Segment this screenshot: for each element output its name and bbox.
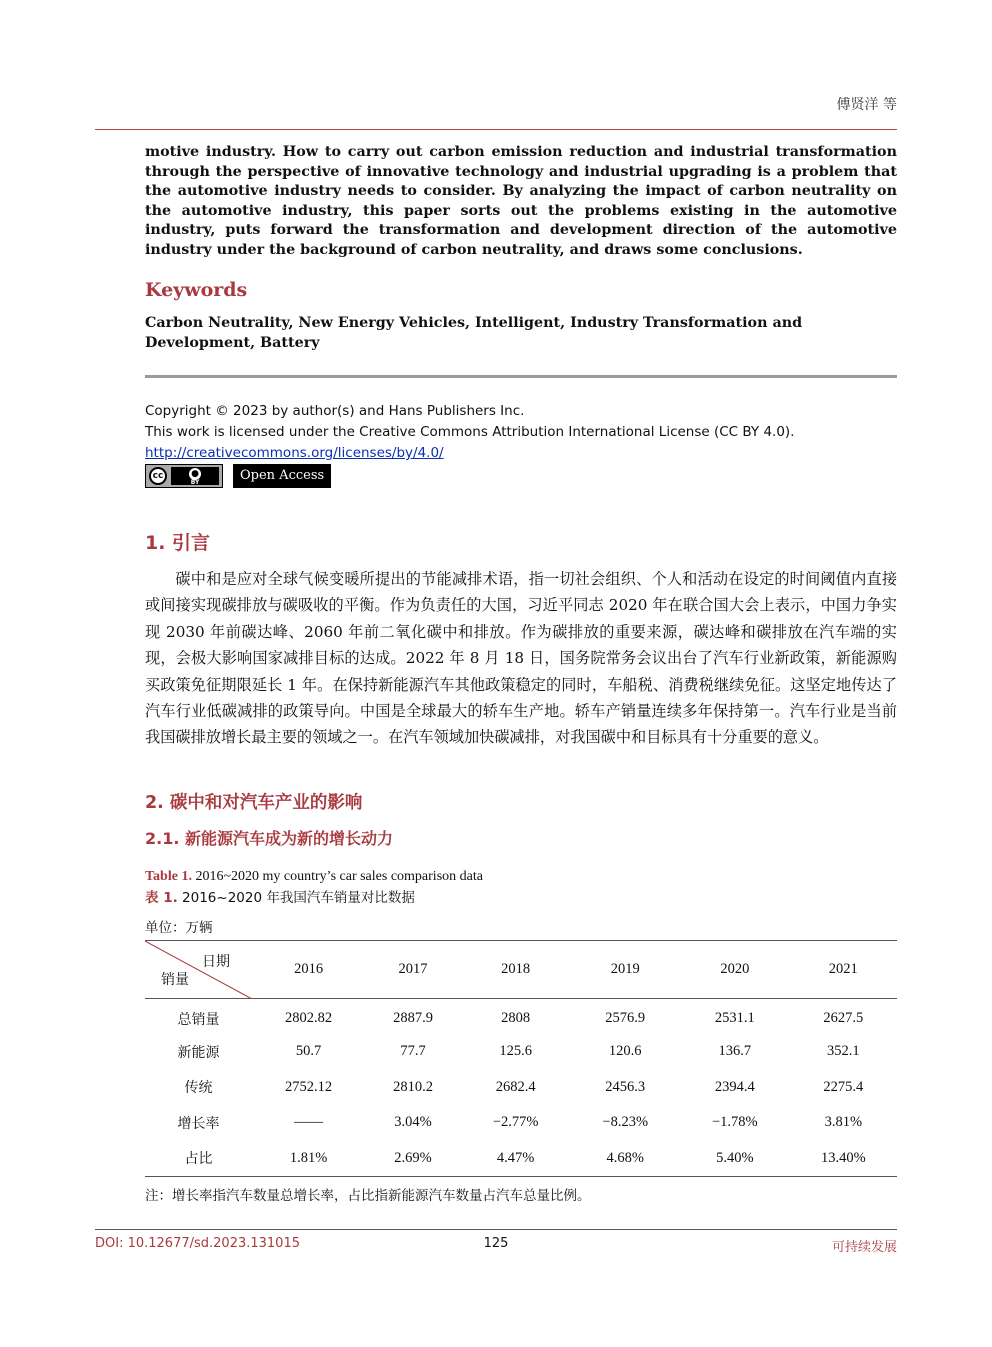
section-1-heading: 1. 引言 bbox=[145, 532, 211, 554]
table-cell: 1.81% bbox=[289, 1149, 328, 1166]
year-header: 2016 bbox=[294, 961, 324, 977]
person-icon: ● bbox=[189, 468, 201, 480]
table-unit: 单位：万辆 bbox=[145, 920, 213, 936]
by-attribution-box bbox=[171, 467, 219, 485]
table-cell: 2682.4 bbox=[495, 1078, 536, 1095]
year-header: 2017 bbox=[398, 961, 428, 977]
running-header-author: 傅贤洋 等 bbox=[836, 97, 897, 113]
table-row bbox=[145, 1141, 897, 1177]
table-cell: 13.40% bbox=[820, 1149, 866, 1166]
table-cell: 136.7 bbox=[718, 1043, 752, 1060]
row-label: 传统 bbox=[184, 1080, 213, 1097]
table-cell: 2275.4 bbox=[823, 1078, 864, 1095]
table-row bbox=[145, 1070, 897, 1106]
footer-divider bbox=[95, 1229, 897, 1230]
table-cell: 2576.9 bbox=[605, 1010, 646, 1026]
table-cell: 120.6 bbox=[608, 1043, 642, 1060]
section-divider bbox=[145, 375, 897, 378]
table-cell: 4.47% bbox=[496, 1149, 535, 1166]
header-date-label: 日期 bbox=[202, 954, 230, 970]
table-label-en: Table 1. bbox=[145, 869, 192, 884]
section-1-paragraph: 碳中和是应对全球气候变暖所提出的节能减排术语，指一切社会组织、个人和活动在设定的时间阈值内直接或间接实现碳排放与碳吸收的平衡。作为负责任的大国，习近平同志 2020 年在联合国大会上表示，中国力争实现 2030 年前碳达峰、2060 年前二氧化碳中和排放。作为碳排放的重要来源，碳达峰和碳排放在汽车端的实现，会极大影响国家减排目标的达成。2022 年 8 月 18 日，国务院常务会议出台了汽车行业新政策，新能源购买政策免征期限延长 1 年。在保持新能源汽车其他政策稳定的同时，车船税、消费税继续免征。这坚定地传达了汽车行业低碳减排的政策导向。中国是全球最大的轿车生产地。轿车产销量连续多年保持第一。汽车行业是当前我国碳排放增长最主要的领域之一。在汽车领域加快碳减排，对我国碳中和目标具有十分重要的意义。 bbox=[145, 570, 897, 747]
table-cell: 3.81% bbox=[824, 1114, 863, 1131]
table-cell: 125.6 bbox=[499, 1043, 532, 1060]
keywords-heading: Keywords bbox=[145, 279, 248, 301]
table-cell: 2394.4 bbox=[714, 1078, 755, 1095]
table-cell: 2531.1 bbox=[714, 1010, 755, 1026]
page-footer bbox=[95, 1236, 897, 1256]
table-row bbox=[145, 999, 897, 1035]
section-2-1-heading: 2.1. 新能源汽车成为新的增长动力 bbox=[145, 829, 393, 848]
year-header: 2020 bbox=[720, 961, 750, 977]
table-title-en: 2016~2020 my country’s car sales comparison data bbox=[195, 869, 483, 884]
table-note: 注：增长率指汽车数量总增长率，占比指新能源汽车数量占汽车总量比例。 bbox=[145, 1188, 591, 1204]
table-caption-zh bbox=[145, 886, 415, 906]
table-row bbox=[145, 1105, 897, 1141]
table-cell: 2808 bbox=[501, 1010, 531, 1026]
license-block bbox=[145, 401, 795, 464]
table-cell: 4.68% bbox=[606, 1149, 644, 1166]
table-cell: 5.40% bbox=[716, 1149, 754, 1166]
table-cell: 2887.9 bbox=[393, 1010, 433, 1026]
by-label: BY bbox=[190, 479, 200, 486]
table-header-row bbox=[145, 941, 897, 999]
table-cell: 50.7 bbox=[295, 1043, 322, 1060]
cc-by-badge[interactable] bbox=[145, 464, 223, 488]
table-cell: 77.7 bbox=[400, 1043, 426, 1060]
table-cell: 2810.2 bbox=[393, 1078, 433, 1095]
row-label: 占比 bbox=[184, 1151, 213, 1167]
table-cell: 2752.12 bbox=[285, 1078, 333, 1095]
license-statement: This work is licensed under the Creative Commons Attribution International License (CC BY 4.0). bbox=[145, 424, 795, 440]
table-cell: 3.04% bbox=[394, 1114, 432, 1131]
copyright-line: Copyright © 2023 by author(s) and Hans Publishers Inc. bbox=[145, 403, 525, 419]
year-header: 2019 bbox=[610, 961, 640, 977]
sales-table bbox=[145, 940, 897, 1177]
keywords-text: Carbon Neutrality, New Energy Vehicles, Intelligent, Industry Transformation and Development, Battery bbox=[145, 315, 803, 351]
year-header: 2018 bbox=[501, 961, 531, 977]
table-cell: 2456.3 bbox=[605, 1078, 646, 1095]
section-2-heading: 2. 碳中和对汽车产业的影响 bbox=[145, 793, 363, 813]
table-cell: 2627.5 bbox=[823, 1010, 864, 1026]
journal-name: 可持续发展 bbox=[831, 1240, 897, 1255]
license-link[interactable]: http://creativecommons.org/licenses/by/4.0/ bbox=[145, 445, 444, 461]
page-number: 125 bbox=[483, 1236, 509, 1251]
table-cell: −1.78% bbox=[712, 1114, 758, 1131]
header-divider bbox=[95, 129, 897, 130]
row-label: 新能源 bbox=[177, 1044, 220, 1061]
table-cell: 2802.82 bbox=[285, 1010, 333, 1026]
header-sales-label: 销量 bbox=[161, 972, 189, 988]
table-cell: −2.77% bbox=[492, 1114, 539, 1131]
table-label-zh: 表 1. bbox=[145, 890, 178, 906]
license-badges bbox=[145, 464, 331, 488]
cc-icon: cc bbox=[149, 467, 167, 485]
footer-doi[interactable]: DOI: 10.12677/sd.2023.131015 bbox=[95, 1236, 300, 1251]
abstract-text: motive industry. How to carry out carbon emission reduction and industrial transformation through the perspective of innovative technology and industrial upgrading is a problem that the automotive industry needs to consider. By analyzing the impact of carbon neutrality on the automotive industry, this paper sorts out the problems existing in the automotive industry, puts forward the transformation and development direction of the automotive industry under the background of carbon neutrality, and draws some conclusions. bbox=[145, 144, 897, 258]
table-title-zh: 2016~2020 年我国汽车销量对比数据 bbox=[182, 890, 415, 906]
row-label: 总销量 bbox=[177, 1011, 220, 1028]
year-header: 2021 bbox=[828, 961, 858, 977]
open-access-badge[interactable]: Open Access bbox=[233, 464, 331, 488]
table-cell: 352.1 bbox=[826, 1043, 860, 1060]
row-label: 增长率 bbox=[177, 1115, 220, 1132]
diagonal-header-cell bbox=[145, 941, 252, 999]
table-cell: −8.23% bbox=[602, 1114, 649, 1131]
table-caption-en bbox=[145, 869, 483, 885]
table-cell: —— bbox=[294, 1114, 324, 1131]
table-row bbox=[145, 1034, 897, 1070]
table-cell: 2.69% bbox=[394, 1149, 432, 1166]
